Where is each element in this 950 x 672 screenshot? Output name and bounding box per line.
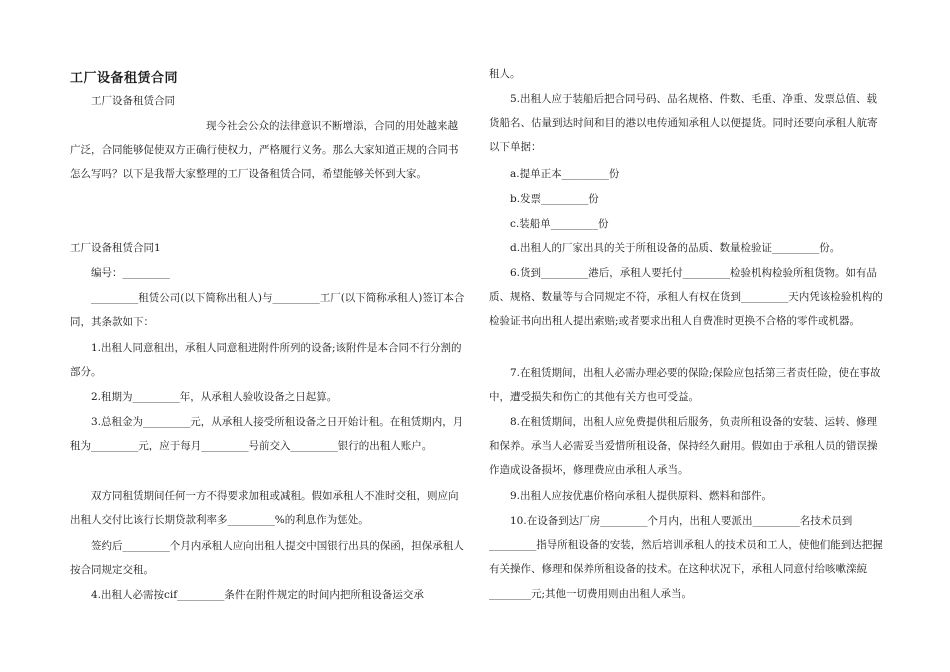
left-paragraph-heading: 工厂设备租赁合同1 <box>70 242 161 254</box>
right-paragraph-continuation: 租人。 <box>489 68 521 80</box>
right-item-shipping-list: c.装船单_________份 <box>510 218 609 230</box>
left-paragraph-clause-1: 1.出租人同意租出，承租人同意租进附件所列的设备;该附件是本合同不行分割的部分。 <box>70 342 462 379</box>
right-paragraph-clause-9: 9.出租人应按优惠价格向承租人提供原料、燃料和部件。 <box>510 490 773 502</box>
right-paragraph-clause-10: 10.在设备到达厂房_________个月内，出租人要派出_________名技术员到_________指导所租设备的安装，然后培训承租人的技术员和工人，使他们能到达把握有关操作、修理和保养所租设备的技术。在这种状况下，承租人同意付给咳嗽滦綂________元;其他一切费用则由出租人承当。 <box>489 515 883 600</box>
left-paragraph-clause-4: 4.出租人必需按cif_________条件在附件规定的时间内把所租设备运交承 <box>91 589 424 601</box>
right-paragraph-clause-6: 6.货到_________港后，承租人要托付_________检验机构检验所租货物。如有品质、规格、数量等与合同规定不符，承租人有权在货到_________天内凭该检验机构的检验证书向出租人提出索赔;或者要求出租人自费准时更换不合格的零件或机器。 <box>489 267 883 328</box>
left-paragraph-penalty: 双方同租赁期间任何一方不得要求加租或减租。假如承租人不准时交租，则应向出租人交付比该行长期贷款利率多_________%的利息作为惩处。 <box>70 490 459 527</box>
right-item-bill-of-lading: a.提单正本_________份 <box>510 168 620 180</box>
right-item-invoice: b.发票_________份 <box>510 193 599 205</box>
left-paragraph-parties: _________租赁公司(以下简称出租人)与_________工厂(以下简称承租人)签订本合同，其条款如下： <box>70 292 465 329</box>
left-paragraph-number: 编号：_________ <box>91 267 170 279</box>
left-paragraph-guarantee: 签约后_________个月内承租人应向出租人提交中国银行出具的保函，担保承租人按合同规定交租。 <box>70 540 464 577</box>
right-item-inspection-cert: d.出租人的厂家出具的关于所租设备的品质、数量检验证_________份。 <box>510 242 841 254</box>
right-paragraph-clause-7: 7.在租赁期间，出租人必需办理必要的保险;保险应包括第三者责任险，使在事故中，遭受损失和伤亡的其他有关方也可受益。 <box>489 367 881 404</box>
document-title: 工厂设备租赁合同 <box>70 71 179 86</box>
right-paragraph-clause-5: 5.出租人应于装船后把合同号码、品名规格、件数、毛重、净重、发票总值、载货船名、估量到达时间和目的港以电传通知承租人以便提货。同时还要向承租人航寄以下单据： <box>489 93 878 154</box>
left-paragraph-clause-3: 3.总租金为_________元，从承租人接受所租设备之日开始计租。在租赁期内，月租为_________元，应于每月_________号前交入_________银行的出租人账户。 <box>70 416 464 453</box>
left-paragraph-clause-2: 2.租期为_________年，从承租人验收设备之日起算。 <box>91 391 338 403</box>
left-paragraph-intro: 现今社会公众的法律意识不断增添，合同的用处越来越广泛，合同能够促使双方正确行使权力，严格履行义务。那么大家知道正规的合同书怎么写吗？以下是我帮大家整理的工厂设备租赁合同，希望能够关怀到大家。 <box>70 120 459 181</box>
left-paragraph-subtitle: 工厂设备租赁合同 <box>91 95 175 107</box>
right-paragraph-clause-8: 8.在租赁期间，出租人应免费提供租后服务，负责所租设备的安装、运转、修理和保养。承当人必需妥当爱惜所租设备，保持经久耐用。假如由于承租人员的错误操作造成设备损坏，修理费应由承租人承当。 <box>489 416 878 477</box>
